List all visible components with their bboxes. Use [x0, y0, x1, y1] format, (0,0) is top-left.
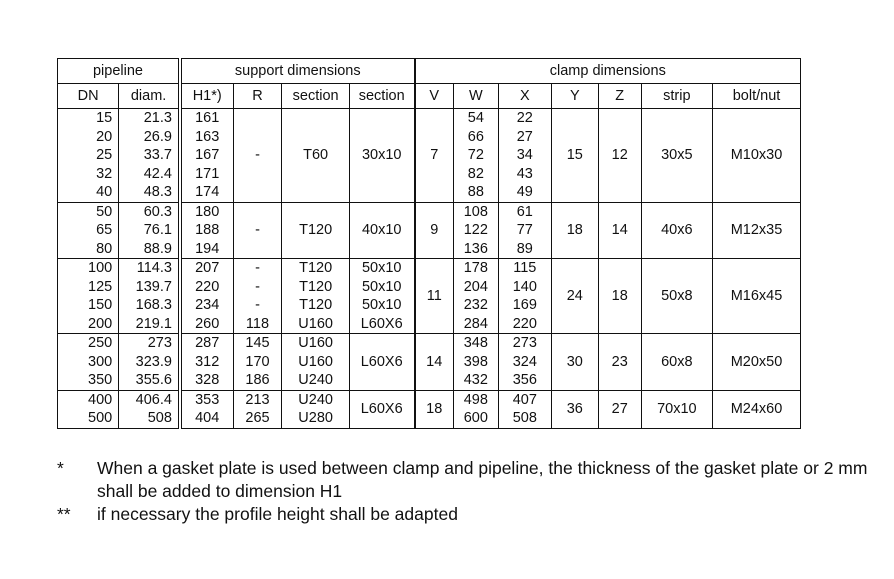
cell-section-1: U160 U160 U240: [282, 334, 349, 391]
cell-w: 178 204 232 284: [453, 259, 498, 334]
cell-section-2: L60X6: [349, 390, 414, 428]
cell-bolt-nut: M16x45: [713, 259, 801, 334]
cell-bolt-nut: M24x60: [713, 390, 801, 428]
col-y: Y: [551, 84, 598, 109]
footnote-mark: **: [57, 504, 71, 524]
cell-w: 498 600: [453, 390, 498, 428]
col-strip: strip: [641, 84, 712, 109]
col-dn: DN: [58, 84, 119, 109]
cell-w: 348 398 432: [453, 334, 498, 391]
cell-dn: 250 300 350: [58, 334, 119, 391]
col-bolt-nut: bolt/nut: [713, 84, 801, 109]
cell-r: -: [233, 109, 282, 203]
cell-section-1: U240 U280: [282, 390, 349, 428]
col-r: R: [233, 84, 282, 109]
cell-bolt-nut: M12x35: [713, 202, 801, 259]
cell-w: 54 66 72 82 88: [453, 109, 498, 203]
footnote-text: When a gasket plate is used between clamp and pipeline, the thickness of the gasket plate or 2 mm shall be added to dimension H1: [97, 458, 868, 501]
col-v: V: [415, 84, 454, 109]
footnote-profile: [57, 503, 877, 526]
col-x: X: [498, 84, 551, 109]
cell-strip: 60x8: [641, 334, 712, 391]
cell-section-2: L60X6: [349, 334, 414, 391]
cell-z: 12: [598, 109, 641, 203]
cell-diam: 406.4 508: [119, 390, 180, 428]
header-pipeline: pipeline: [58, 59, 180, 84]
cell-diam: 114.3 139.7 168.3 219.1: [119, 259, 180, 334]
cell-dn: 15 20 25 32 40: [58, 109, 119, 203]
cell-r: 213 265: [233, 390, 282, 428]
col-h1: H1*): [180, 84, 233, 109]
cell-x: 273 324 356: [498, 334, 551, 391]
footnotes: [57, 457, 877, 526]
table-row: [58, 334, 801, 391]
cell-y: 18: [551, 202, 598, 259]
col-section-2: section: [349, 84, 414, 109]
header-support-dimensions: support dimensions: [180, 59, 415, 84]
cell-y: 15: [551, 109, 598, 203]
cell-section-1: T60: [282, 109, 349, 203]
table-row: [58, 390, 801, 428]
cell-diam: 21.3 26.9 33.7 42.4 48.3: [119, 109, 180, 203]
cell-x: 22 27 34 43 49: [498, 109, 551, 203]
cell-x: 407 508: [498, 390, 551, 428]
header-clamp-dimensions: clamp dimensions: [415, 59, 801, 84]
footnote-gasket: [57, 457, 877, 503]
cell-h1: 180 188 194: [180, 202, 233, 259]
cell-v: 14: [415, 334, 454, 391]
table-row: [58, 202, 801, 259]
footnote-mark: *: [57, 458, 64, 478]
col-z: Z: [598, 84, 641, 109]
cell-section-2: 50x10 50x10 50x10 L60X6: [349, 259, 414, 334]
cell-strip: 40x6: [641, 202, 712, 259]
cell-diam: 60.3 76.1 88.9: [119, 202, 180, 259]
table-body: [58, 109, 801, 429]
dimension-table-container: [57, 58, 801, 429]
col-diam: diam.: [119, 84, 180, 109]
cell-strip: 30x5: [641, 109, 712, 203]
cell-h1: 161 163 167 171 174: [180, 109, 233, 203]
footnote-text: if necessary the profile height shall be adapted: [97, 504, 458, 524]
cell-x: 61 77 89: [498, 202, 551, 259]
col-w: W: [453, 84, 498, 109]
cell-x: 115 140 169 220: [498, 259, 551, 334]
cell-z: 23: [598, 334, 641, 391]
cell-h1: 287 312 328: [180, 334, 233, 391]
cell-v: 7: [415, 109, 454, 203]
table-row: [58, 259, 801, 334]
col-section-1: section: [282, 84, 349, 109]
cell-strip: 70x10: [641, 390, 712, 428]
cell-h1: 353 404: [180, 390, 233, 428]
cell-z: 14: [598, 202, 641, 259]
cell-r: -: [233, 202, 282, 259]
cell-section-2: 40x10: [349, 202, 414, 259]
cell-v: 11: [415, 259, 454, 334]
cell-dn: 50 65 80: [58, 202, 119, 259]
cell-section-2: 30x10: [349, 109, 414, 203]
cell-section-1: T120 T120 T120 U160: [282, 259, 349, 334]
cell-v: 18: [415, 390, 454, 428]
cell-y: 24: [551, 259, 598, 334]
cell-v: 9: [415, 202, 454, 259]
cell-y: 36: [551, 390, 598, 428]
cell-y: 30: [551, 334, 598, 391]
cell-r: 145 170 186: [233, 334, 282, 391]
cell-strip: 50x8: [641, 259, 712, 334]
cell-h1: 207 220 234 260: [180, 259, 233, 334]
cell-bolt-nut: M10x30: [713, 109, 801, 203]
cell-diam: 273 323.9 355.6: [119, 334, 180, 391]
cell-dn: 400 500: [58, 390, 119, 428]
cell-w: 108 122 136: [453, 202, 498, 259]
dimension-table: [57, 58, 801, 429]
cell-z: 18: [598, 259, 641, 334]
table-row: [58, 109, 801, 203]
cell-r: - - - 118: [233, 259, 282, 334]
cell-dn: 100 125 150 200: [58, 259, 119, 334]
cell-section-1: T120: [282, 202, 349, 259]
cell-bolt-nut: M20x50: [713, 334, 801, 391]
cell-z: 27: [598, 390, 641, 428]
